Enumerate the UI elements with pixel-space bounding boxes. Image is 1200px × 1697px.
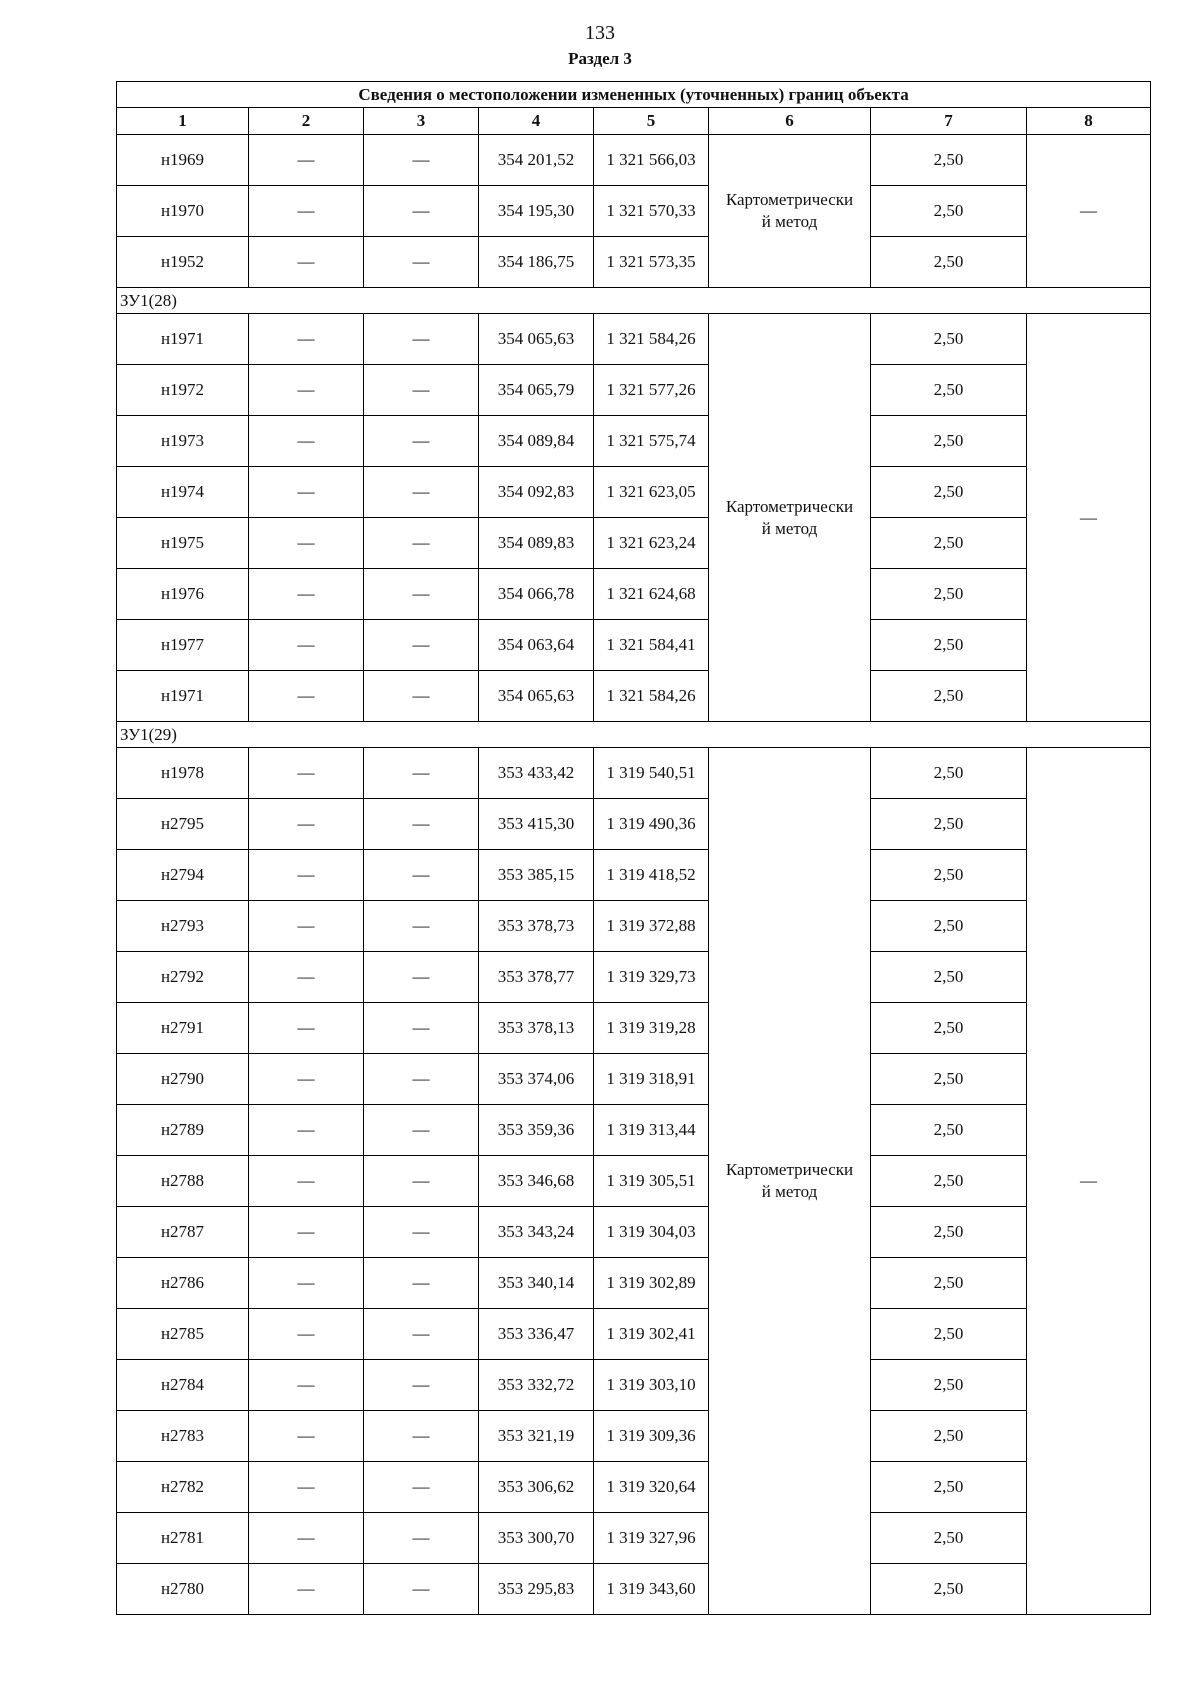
table-row <box>117 365 1151 416</box>
column-3-cell: — <box>364 518 479 569</box>
column-3-cell: — <box>364 748 479 799</box>
column-2-cell: — <box>249 901 364 952</box>
point-number-cell: н2790 <box>117 1054 249 1105</box>
precision-cell: 2,50 <box>871 1156 1027 1207</box>
boundary-coordinates-table <box>116 81 1151 1615</box>
precision-cell: 2,50 <box>871 186 1027 237</box>
column-number-5: 5 <box>594 108 709 135</box>
x-coordinate-cell: 354 089,84 <box>479 416 594 467</box>
point-number-cell: н2794 <box>117 850 249 901</box>
column-3-cell: — <box>364 671 479 722</box>
column-number-6: 6 <box>709 108 871 135</box>
y-coordinate-cell: 1 321 624,68 <box>594 569 709 620</box>
table-row <box>117 748 1151 799</box>
x-coordinate-cell: 353 306,62 <box>479 1462 594 1513</box>
table-row <box>117 569 1151 620</box>
table-row <box>117 416 1151 467</box>
column-2-cell: — <box>249 1054 364 1105</box>
column-2-cell: — <box>249 799 364 850</box>
point-number-cell: н2787 <box>117 1207 249 1258</box>
parcel-group-row <box>117 288 1151 314</box>
point-number-cell: н1973 <box>117 416 249 467</box>
table-row <box>117 1156 1151 1207</box>
point-number-cell: н1976 <box>117 569 249 620</box>
y-coordinate-cell: 1 321 584,41 <box>594 620 709 671</box>
column-8-cell: — <box>1027 748 1151 1615</box>
column-3-cell: — <box>364 237 479 288</box>
point-number-cell: н1970 <box>117 186 249 237</box>
point-number-cell: н1974 <box>117 467 249 518</box>
x-coordinate-cell: 354 092,83 <box>479 467 594 518</box>
column-3-cell: — <box>364 1462 479 1513</box>
point-number-cell: н2789 <box>117 1105 249 1156</box>
column-number-3: 3 <box>364 108 479 135</box>
point-number-cell: н2791 <box>117 1003 249 1054</box>
y-coordinate-cell: 1 319 343,60 <box>594 1564 709 1615</box>
point-number-cell: н2793 <box>117 901 249 952</box>
column-3-cell: — <box>364 135 479 186</box>
column-number-2: 2 <box>249 108 364 135</box>
column-2-cell: — <box>249 1513 364 1564</box>
y-coordinate-cell: 1 321 584,26 <box>594 314 709 365</box>
column-2-cell: — <box>249 1105 364 1156</box>
x-coordinate-cell: 353 340,14 <box>479 1258 594 1309</box>
point-number-cell: н2788 <box>117 1156 249 1207</box>
column-3-cell: — <box>364 1309 479 1360</box>
precision-cell: 2,50 <box>871 365 1027 416</box>
precision-cell: 2,50 <box>871 314 1027 365</box>
point-number-cell: н1969 <box>117 135 249 186</box>
y-coordinate-cell: 1 321 566,03 <box>594 135 709 186</box>
table-row <box>117 467 1151 518</box>
column-2-cell: — <box>249 1564 364 1615</box>
column-2-cell: — <box>249 467 364 518</box>
point-number-cell: н2783 <box>117 1411 249 1462</box>
x-coordinate-cell: 353 374,06 <box>479 1054 594 1105</box>
point-number-cell: н2792 <box>117 952 249 1003</box>
precision-cell: 2,50 <box>871 1360 1027 1411</box>
x-coordinate-cell: 354 066,78 <box>479 569 594 620</box>
column-3-cell: — <box>364 569 479 620</box>
point-number-cell: н1978 <box>117 748 249 799</box>
x-coordinate-cell: 353 321,19 <box>479 1411 594 1462</box>
table-row <box>117 1360 1151 1411</box>
y-coordinate-cell: 1 319 320,64 <box>594 1462 709 1513</box>
table-caption: Сведения о местоположении измененных (уточненных) границ объекта <box>117 82 1151 108</box>
column-2-cell: — <box>249 186 364 237</box>
column-3-cell: — <box>364 1564 479 1615</box>
y-coordinate-cell: 1 319 302,89 <box>594 1258 709 1309</box>
x-coordinate-cell: 354 195,30 <box>479 186 594 237</box>
table-row <box>117 1105 1151 1156</box>
column-number-1: 1 <box>117 108 249 135</box>
y-coordinate-cell: 1 319 309,36 <box>594 1411 709 1462</box>
x-coordinate-cell: 354 065,63 <box>479 671 594 722</box>
y-coordinate-cell: 1 319 329,73 <box>594 952 709 1003</box>
column-3-cell: — <box>364 314 479 365</box>
precision-cell: 2,50 <box>871 952 1027 1003</box>
section-title: Раздел 3 <box>568 49 632 68</box>
x-coordinate-cell: 353 295,83 <box>479 1564 594 1615</box>
column-3-cell: — <box>364 901 479 952</box>
column-2-cell: — <box>249 569 364 620</box>
x-coordinate-cell: 354 186,75 <box>479 237 594 288</box>
point-number-cell: н1971 <box>117 314 249 365</box>
column-2-cell: — <box>249 365 364 416</box>
column-2-cell: — <box>249 1258 364 1309</box>
point-number-cell: н1971 <box>117 671 249 722</box>
column-2-cell: — <box>249 1462 364 1513</box>
precision-cell: 2,50 <box>871 1105 1027 1156</box>
y-coordinate-cell: 1 321 573,35 <box>594 237 709 288</box>
table-row <box>117 1564 1151 1615</box>
column-3-cell: — <box>364 952 479 1003</box>
x-coordinate-cell: 354 089,83 <box>479 518 594 569</box>
y-coordinate-cell: 1 321 584,26 <box>594 671 709 722</box>
precision-cell: 2,50 <box>871 671 1027 722</box>
x-coordinate-cell: 354 201,52 <box>479 135 594 186</box>
table-row <box>117 237 1151 288</box>
precision-cell: 2,50 <box>871 467 1027 518</box>
precision-cell: 2,50 <box>871 1258 1027 1309</box>
table-row <box>117 850 1151 901</box>
parcel-label: ЗУ1(29) <box>117 722 1151 748</box>
column-2-cell: — <box>249 1309 364 1360</box>
column-3-cell: — <box>364 799 479 850</box>
column-3-cell: — <box>364 416 479 467</box>
precision-cell: 2,50 <box>871 416 1027 467</box>
y-coordinate-cell: 1 319 540,51 <box>594 748 709 799</box>
y-coordinate-cell: 1 319 302,41 <box>594 1309 709 1360</box>
precision-cell: 2,50 <box>871 1054 1027 1105</box>
precision-cell: 2,50 <box>871 135 1027 186</box>
table-row <box>117 186 1151 237</box>
x-coordinate-cell: 354 063,64 <box>479 620 594 671</box>
column-2-cell: — <box>249 748 364 799</box>
precision-cell: 2,50 <box>871 1513 1027 1564</box>
column-3-cell: — <box>364 467 479 518</box>
point-number-cell: н2782 <box>117 1462 249 1513</box>
method-cell: Картометрически й метод <box>709 314 871 722</box>
method-cell: Картометрически й метод <box>709 748 871 1615</box>
column-3-cell: — <box>364 1411 479 1462</box>
y-coordinate-cell: 1 319 305,51 <box>594 1156 709 1207</box>
table-row <box>117 1411 1151 1462</box>
method-cell: Картометрически й метод <box>709 135 871 288</box>
y-coordinate-cell: 1 319 313,44 <box>594 1105 709 1156</box>
y-coordinate-cell: 1 319 319,28 <box>594 1003 709 1054</box>
x-coordinate-cell: 353 378,13 <box>479 1003 594 1054</box>
precision-cell: 2,50 <box>871 850 1027 901</box>
point-number-cell: н1975 <box>117 518 249 569</box>
x-coordinate-cell: 353 378,77 <box>479 952 594 1003</box>
precision-cell: 2,50 <box>871 1207 1027 1258</box>
y-coordinate-cell: 1 319 303,10 <box>594 1360 709 1411</box>
column-3-cell: — <box>364 186 479 237</box>
y-coordinate-cell: 1 319 304,03 <box>594 1207 709 1258</box>
precision-cell: 2,50 <box>871 237 1027 288</box>
column-3-cell: — <box>364 1105 479 1156</box>
column-number-4: 4 <box>479 108 594 135</box>
x-coordinate-cell: 354 065,63 <box>479 314 594 365</box>
x-coordinate-cell: 354 065,79 <box>479 365 594 416</box>
table-row <box>117 1003 1151 1054</box>
table-row <box>117 314 1151 365</box>
x-coordinate-cell: 353 343,24 <box>479 1207 594 1258</box>
point-number-cell: н2781 <box>117 1513 249 1564</box>
column-2-cell: — <box>249 671 364 722</box>
table-row <box>117 518 1151 569</box>
column-2-cell: — <box>249 135 364 186</box>
x-coordinate-cell: 353 433,42 <box>479 748 594 799</box>
column-number-7: 7 <box>871 108 1027 135</box>
x-coordinate-cell: 353 385,15 <box>479 850 594 901</box>
y-coordinate-cell: 1 319 372,88 <box>594 901 709 952</box>
y-coordinate-cell: 1 321 623,05 <box>594 467 709 518</box>
y-coordinate-cell: 1 319 418,52 <box>594 850 709 901</box>
point-number-cell: н1977 <box>117 620 249 671</box>
y-coordinate-cell: 1 319 490,36 <box>594 799 709 850</box>
point-number-cell: н2785 <box>117 1309 249 1360</box>
column-3-cell: — <box>364 365 479 416</box>
table-row <box>117 1309 1151 1360</box>
x-coordinate-cell: 353 359,36 <box>479 1105 594 1156</box>
precision-cell: 2,50 <box>871 1462 1027 1513</box>
column-number-8: 8 <box>1027 108 1151 135</box>
column-3-cell: — <box>364 620 479 671</box>
precision-cell: 2,50 <box>871 1564 1027 1615</box>
precision-cell: 2,50 <box>871 569 1027 620</box>
column-2-cell: — <box>249 1360 364 1411</box>
y-coordinate-cell: 1 321 575,74 <box>594 416 709 467</box>
point-number-cell: н1952 <box>117 237 249 288</box>
point-number-cell: н2780 <box>117 1564 249 1615</box>
precision-cell: 2,50 <box>871 748 1027 799</box>
x-coordinate-cell: 353 378,73 <box>479 901 594 952</box>
column-2-cell: — <box>249 952 364 1003</box>
column-8-cell: — <box>1027 314 1151 722</box>
precision-cell: 2,50 <box>871 620 1027 671</box>
precision-cell: 2,50 <box>871 1003 1027 1054</box>
column-3-cell: — <box>364 1054 479 1105</box>
table-row <box>117 1462 1151 1513</box>
x-coordinate-cell: 353 415,30 <box>479 799 594 850</box>
column-3-cell: — <box>364 1513 479 1564</box>
table-body <box>117 135 1151 1615</box>
table-row <box>117 901 1151 952</box>
column-2-cell: — <box>249 1207 364 1258</box>
column-2-cell: — <box>249 1156 364 1207</box>
precision-cell: 2,50 <box>871 1411 1027 1462</box>
y-coordinate-cell: 1 321 570,33 <box>594 186 709 237</box>
column-2-cell: — <box>249 237 364 288</box>
column-3-cell: — <box>364 1207 479 1258</box>
y-coordinate-cell: 1 319 318,91 <box>594 1054 709 1105</box>
table-row <box>117 952 1151 1003</box>
point-number-cell: н2795 <box>117 799 249 850</box>
table-row <box>117 671 1151 722</box>
table-row <box>117 799 1151 850</box>
column-2-cell: — <box>249 416 364 467</box>
column-3-cell: — <box>364 1156 479 1207</box>
precision-cell: 2,50 <box>871 518 1027 569</box>
table-row <box>117 1054 1151 1105</box>
page-number: 133 <box>585 22 615 44</box>
y-coordinate-cell: 1 321 623,24 <box>594 518 709 569</box>
parcel-label: ЗУ1(28) <box>117 288 1151 314</box>
column-2-cell: — <box>249 518 364 569</box>
column-2-cell: — <box>249 1003 364 1054</box>
column-3-cell: — <box>364 1003 479 1054</box>
column-2-cell: — <box>249 1411 364 1462</box>
column-2-cell: — <box>249 620 364 671</box>
column-8-cell: — <box>1027 135 1151 288</box>
column-number-row <box>117 108 1151 135</box>
parcel-group-row <box>117 722 1151 748</box>
table-row <box>117 1258 1151 1309</box>
y-coordinate-cell: 1 319 327,96 <box>594 1513 709 1564</box>
y-coordinate-cell: 1 321 577,26 <box>594 365 709 416</box>
point-number-cell: н2784 <box>117 1360 249 1411</box>
table-row <box>117 620 1151 671</box>
column-3-cell: — <box>364 1360 479 1411</box>
column-3-cell: — <box>364 850 479 901</box>
x-coordinate-cell: 353 346,68 <box>479 1156 594 1207</box>
table-row <box>117 1513 1151 1564</box>
table-row <box>117 135 1151 186</box>
column-3-cell: — <box>364 1258 479 1309</box>
precision-cell: 2,50 <box>871 799 1027 850</box>
precision-cell: 2,50 <box>871 1309 1027 1360</box>
x-coordinate-cell: 353 332,72 <box>479 1360 594 1411</box>
point-number-cell: н1972 <box>117 365 249 416</box>
table-row <box>117 1207 1151 1258</box>
point-number-cell: н2786 <box>117 1258 249 1309</box>
column-2-cell: — <box>249 850 364 901</box>
x-coordinate-cell: 353 336,47 <box>479 1309 594 1360</box>
x-coordinate-cell: 353 300,70 <box>479 1513 594 1564</box>
column-2-cell: — <box>249 314 364 365</box>
precision-cell: 2,50 <box>871 901 1027 952</box>
